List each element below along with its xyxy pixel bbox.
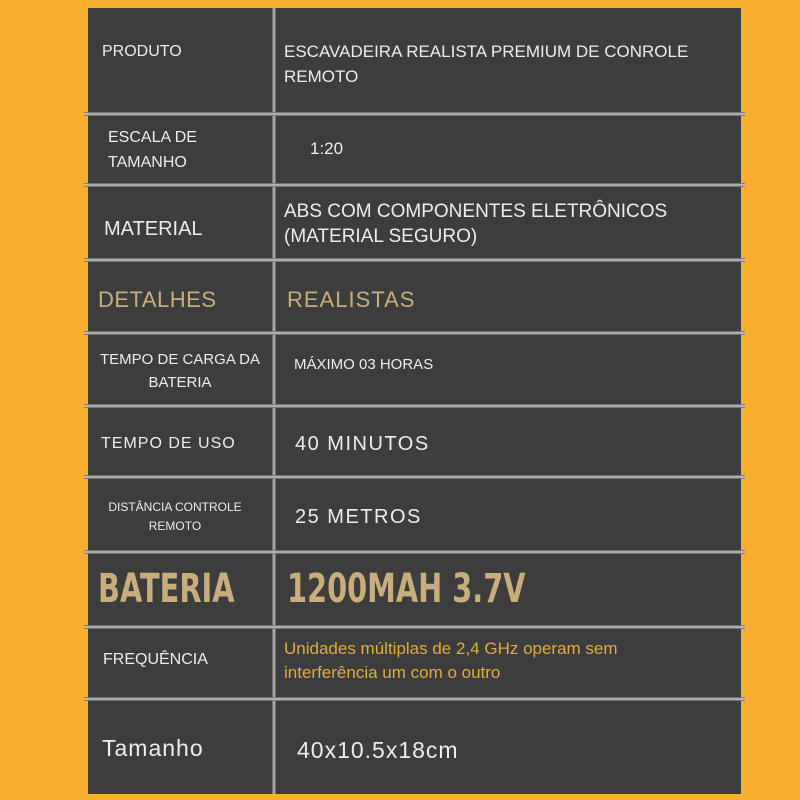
spec-row-distancia [88, 475, 741, 550]
spec-row-tempo-carga [88, 331, 741, 404]
spec-row-tamanho [88, 697, 741, 794]
spec-value: ESCAVADEIRA REALISTA PREMIUM DE CONROLE REMOTO [284, 42, 689, 86]
spec-label: Tamanho [102, 735, 204, 761]
spec-row-bateria [88, 550, 741, 625]
spec-value: ABS COM COMPONENTES ELETRÔNICOS (MATERIAL SEGURO) [284, 201, 668, 247]
spec-value-wrap [287, 564, 737, 614]
spec-label: TEMPO DE CARGA DA BATERIA [99, 351, 261, 391]
spec-value: MÁXIMO 03 HORAS [294, 356, 434, 373]
spec-value: REALISTAS [287, 287, 416, 312]
spec-value: 25 METROS [295, 506, 422, 528]
spec-label: TEMPO DE USO [101, 435, 236, 452]
spec-label: FREQUÊNCIA [103, 651, 208, 668]
spec-value: 40 MINUTOS [295, 433, 430, 455]
spec-row-escala [88, 112, 741, 183]
spec-row-tempo-uso [88, 404, 741, 475]
spec-value: 1200MAH 3.7V [287, 566, 526, 612]
spec-label: ESCALA DE TAMANHO [108, 129, 197, 171]
spec-label-wrap [98, 564, 282, 614]
spec-value: Unidades múltiplas de 2,4 GHz operam sem interferência um com o outro [284, 639, 618, 682]
spec-row-detalhes [88, 258, 741, 331]
spec-value: 40x10.5x18cm [297, 737, 459, 763]
spec-row-material [88, 183, 741, 258]
spec-row-produto [88, 8, 741, 112]
spec-value: 1:20 [310, 139, 344, 158]
spec-label: DETALHES [98, 287, 217, 312]
spec-label: BATERIA [98, 566, 235, 612]
spec-label: MATERIAL [104, 218, 203, 240]
spec-label: DISTÂNCIA CONTROLE REMOTO [108, 500, 242, 534]
spec-label: PRODUTO [102, 43, 182, 60]
spec-row-frequencia [88, 625, 741, 697]
spec-table [88, 8, 741, 794]
